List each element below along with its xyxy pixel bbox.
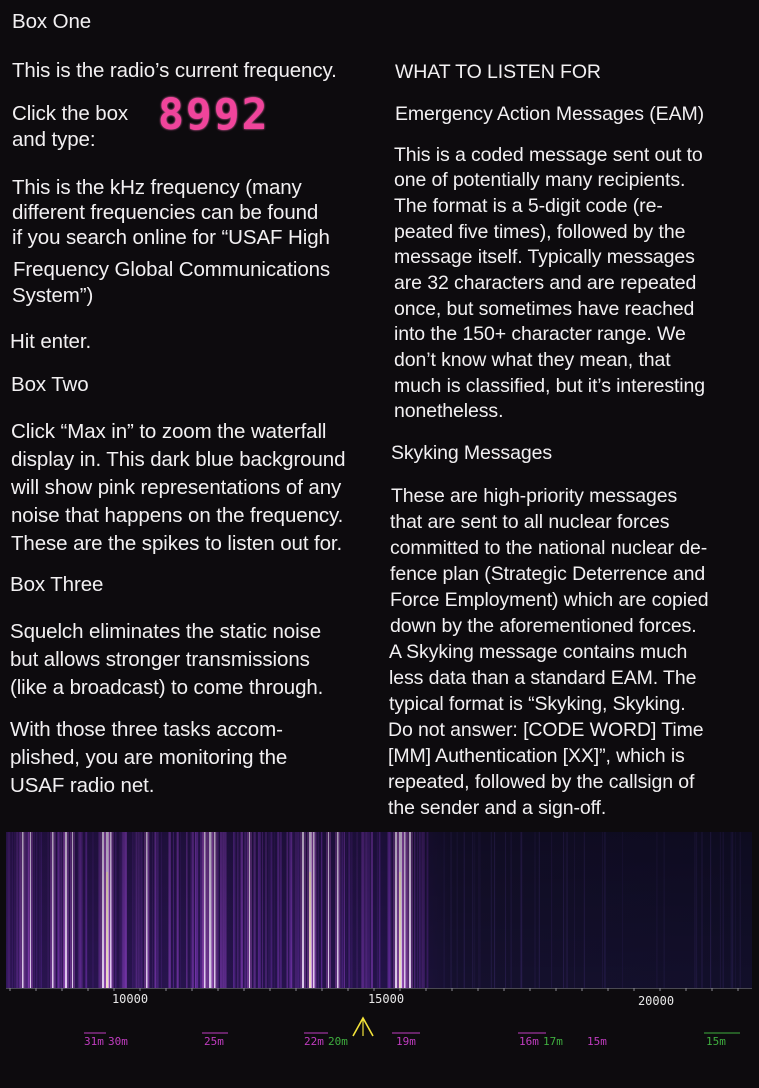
band-label-30m: 30m: [108, 1035, 128, 1048]
skyking-heading: Skyking Messages: [391, 442, 552, 464]
box-two-line-1: Click “Max in” to zoom the waterfall: [11, 420, 327, 443]
band-label-19m: 19m: [396, 1035, 416, 1048]
eam-line-6: are 32 characters and are repeated: [394, 272, 697, 294]
eam-line-4: peated five times), followed by the: [394, 221, 686, 243]
eam-line-9: don’t know what they mean, that: [394, 349, 671, 371]
skyking-line-6: down by the aforementioned forces.: [390, 615, 697, 637]
skyking-line-7: A Skyking message contains much: [389, 641, 688, 663]
frequency-value: 8992: [158, 90, 270, 140]
band-label-15m-green: 15m: [706, 1035, 726, 1048]
box-two-line-2: display in. This dark blue background: [11, 448, 346, 471]
khz-line-4: Frequency Global Communications: [13, 258, 331, 281]
skyking-line-11: [MM] Authentication [XX]”, which is: [388, 745, 685, 767]
box-one-intro: This is the radio’s current frequency.: [12, 59, 337, 82]
eam-line-2: one of potentially many recipients.: [394, 169, 686, 191]
hit-enter: Hit enter.: [10, 330, 92, 353]
khz-line-3: if you search online for “USAF High: [12, 226, 330, 249]
click-box-line-1: Click the box: [12, 102, 129, 125]
tick-label-20000: 20000: [637, 994, 675, 1008]
tick-label-10000: 10000: [111, 992, 149, 1006]
tick-label-15000: 15000: [367, 992, 405, 1006]
skyking-line-2: that are sent to all nuclear forces: [390, 511, 670, 533]
band-label-16m: 16m: [519, 1035, 539, 1048]
listen-heading: WHAT TO LISTEN FOR: [395, 61, 601, 83]
band-label-17m: 17m: [543, 1035, 563, 1048]
eam-line-5: message itself. Typically messages: [394, 246, 695, 268]
band-label-22m: 22m: [304, 1035, 324, 1048]
box-three-line-1: Squelch eliminates the static noise: [10, 620, 322, 643]
skyking-line-1: These are high-priority messages: [391, 485, 678, 507]
click-box-line-2: and type:: [12, 128, 96, 151]
frequency-scale: [6, 988, 752, 1058]
eam-line-11: nonetheless.: [394, 400, 504, 422]
eam-line-7: once, but sometimes have reached: [394, 298, 695, 320]
band-label-20m: 20m: [328, 1035, 348, 1048]
skyking-line-8: less data than a standard EAM. The: [389, 667, 697, 689]
box-two-heading: Box Two: [11, 373, 89, 396]
waterfall-graphic: [6, 832, 752, 988]
skyking-line-10: Do not answer: [CODE WORD] Time: [388, 719, 704, 741]
band-labels: [84, 1033, 740, 1048]
skyking-line-13: the sender and a sign-off.: [388, 797, 607, 819]
eam-line-10: much is classified, but it’s interesting: [394, 375, 706, 397]
skyking-line-5: Force Employment) which are copied: [390, 589, 709, 611]
band-label-25m: 25m: [204, 1035, 224, 1048]
khz-line-5: System”): [12, 284, 94, 307]
closing-line-3: USAF radio net.: [10, 774, 155, 797]
eam-line-1: This is a coded message sent out to: [394, 144, 703, 166]
box-three-heading: Box Three: [10, 573, 104, 596]
eam-line-8: into the 150+ character range. We: [394, 323, 686, 345]
skyking-line-12: repeated, followed by the callsign of: [388, 771, 695, 793]
skyking-line-3: committed to the national nuclear de-: [390, 537, 708, 559]
eam-heading: Emergency Action Messages (EAM): [395, 103, 705, 125]
closing-line-1: With those three tasks accom-: [10, 718, 283, 741]
box-two-line-3: will show pink representations of any: [11, 476, 342, 499]
box-three-line-2: but allows stronger transmissions: [10, 648, 310, 671]
box-two-line-5: These are the spikes to listen out for.: [11, 532, 343, 555]
box-two-line-4: noise that happens on the frequency.: [11, 504, 344, 527]
khz-line-2: different frequencies can be found: [12, 201, 319, 224]
skyking-line-4: fence plan (Strategic Deterrence and: [390, 563, 706, 585]
box-one-heading: Box One: [12, 10, 92, 33]
closing-line-2: plished, you are monitoring the: [10, 746, 288, 769]
khz-line-1: This is the kHz frequency (many: [12, 176, 302, 199]
band-label-31m: 31m: [84, 1035, 104, 1048]
eam-line-3: The format is a 5-digit code (re-: [394, 195, 663, 217]
band-label-15m: 15m: [587, 1035, 607, 1048]
waterfall-display: [6, 832, 752, 988]
box-three-line-3: (like a broadcast) to come through.: [10, 676, 324, 699]
skyking-line-9: typical format is “Skyking, Skyking.: [389, 693, 686, 715]
